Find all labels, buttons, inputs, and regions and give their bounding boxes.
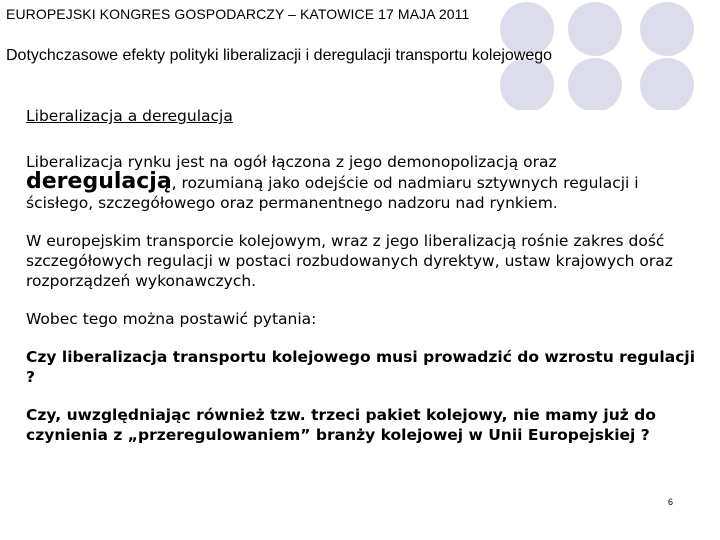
page-number: 6 (668, 497, 674, 507)
paragraph-liberalization (26, 152, 706, 213)
paragraph-1-end: , rozumianą jako odejście od nadmiaru sztywnych regulacji i ścisłego, szczegółowego oraz permanentnego nadzoru nad rynkiem. (26, 174, 639, 212)
slide-content (26, 106, 706, 445)
slide-title: Dotychczasowe efekty polityki liberalizacji i deregulacji transportu kolejowego (6, 47, 553, 64)
paragraph-questions-intro: Wobec tego można postawić pytania: (26, 310, 317, 328)
question-2: Czy, uwzględniając również tzw. trzeci pakiet kolejowy, nie mamy już do czynienia z „przeregulowaniem” branży kolejowej w Unii Europejskiej ? (26, 406, 656, 444)
paragraph-1-start: Liberalizacja rynku jest na ogół łączona z jego demonopolizacją oraz (26, 153, 557, 171)
circle-6 (640, 58, 694, 110)
paragraph-regulations: W europejskim transporcie kolejowym, wraz z jego liberalizacją rośnie zakres dość szczegółowych regulacji w postaci rozbudowanych dyrektyw, ustaw krajowych oraz rozporządzeń wykonawczych. (26, 232, 673, 290)
slide-header: EUROPEJSKI KONGRES GOSPODARCZY – KATOWICE 17 MAJA 2011 (6, 6, 470, 22)
section-subtitle: Liberalizacja a deregulacja (26, 107, 233, 125)
emphasis-deregulation: deregulacją (26, 169, 172, 194)
circle-3 (640, 2, 694, 56)
question-1: Czy liberalizacja transportu kolejowego musi prowadzić do wzrostu regulacji ? (26, 348, 696, 386)
